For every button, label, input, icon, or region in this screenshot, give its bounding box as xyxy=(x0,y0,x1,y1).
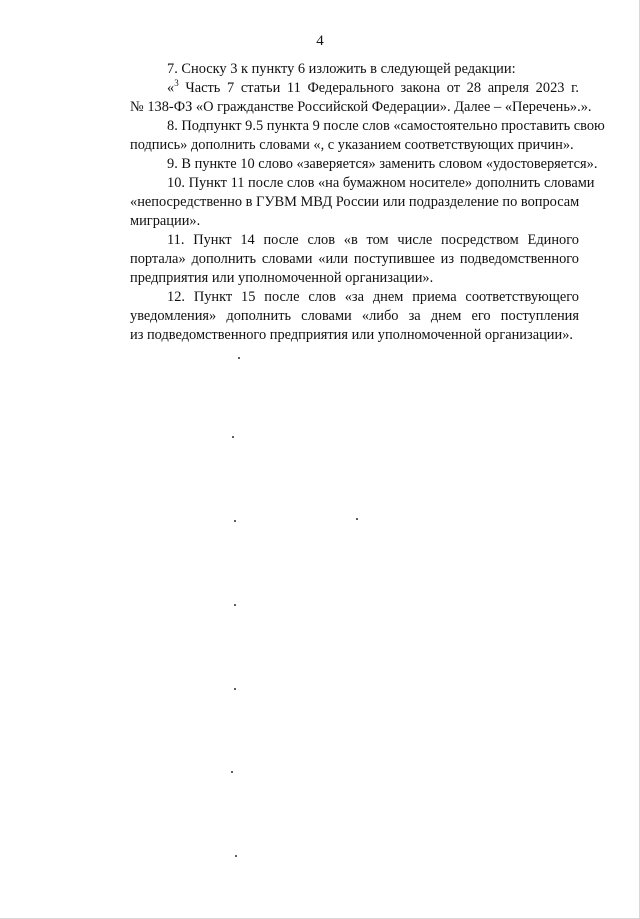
paragraph-7 xyxy=(93,60,579,79)
scan-speck xyxy=(234,688,236,690)
paragraph-line: 11. Пункт 14 после слов «в том числе посредством Единого xyxy=(167,232,579,248)
footnote-marker: 3 xyxy=(174,78,179,89)
paragraph-line: 9. В пункте 10 слово «заверяется» заменить словом «удостоверяется». xyxy=(167,156,598,172)
paragraph-line: подпись» дополнить словами «, с указанием соответствующих причин». xyxy=(130,137,574,153)
paragraph-line: «непосредственно в ГУВМ МВД России или подразделение по вопросам xyxy=(130,194,580,210)
document-body xyxy=(93,60,605,345)
scan-speck xyxy=(232,436,234,438)
paragraph-11 xyxy=(93,231,579,288)
paragraph-9 xyxy=(93,155,598,174)
paragraph-8 xyxy=(93,117,605,155)
paragraph-line: предприятия или уполномоченной организации». xyxy=(130,270,434,286)
paragraph-line: уведомления» дополнить словами «либо за днем его поступления xyxy=(130,308,579,324)
paragraph-line: портала» дополнить словами «или поступившее из подведомственного xyxy=(130,251,579,267)
scan-speck xyxy=(234,604,236,606)
paragraph-line: 7. Сноску 3 к пункту 6 изложить в следующей редакции: xyxy=(167,61,516,77)
paragraph-10 xyxy=(93,174,595,231)
paragraph-line: из подведомственного предприятия или уполномоченной организации». xyxy=(130,327,573,343)
scan-speck xyxy=(356,518,358,520)
scan-speck xyxy=(231,771,233,773)
open-quote: « xyxy=(167,80,175,96)
scan-speck xyxy=(234,520,236,522)
paragraph-line: № 138-ФЗ «О гражданстве Российской Федерации». Далее – «Перечень».». xyxy=(130,99,592,115)
scan-speck xyxy=(235,855,237,857)
paragraph-line: миграции». xyxy=(130,213,201,229)
paragraph-line xyxy=(93,79,579,98)
paragraph-line: 8. Подпункт 9.5 пункта 9 после слов «самостоятельно проставить свою xyxy=(167,118,605,134)
paragraph-7-footnote-text xyxy=(93,78,592,117)
paragraph-12 xyxy=(93,288,579,345)
paragraph-line: 12. Пункт 15 после слов «за днем приема соответствующего xyxy=(167,289,579,305)
paragraph-line: 10. Пункт 11 после слов «на бумажном носителе» дополнить словами xyxy=(167,175,595,191)
page-number: 4 xyxy=(316,33,324,49)
paragraph-line-text: Часть 7 статьи 11 Федерального закона от 28 апреля 2023 г. xyxy=(178,80,579,96)
scan-speck xyxy=(238,357,240,359)
